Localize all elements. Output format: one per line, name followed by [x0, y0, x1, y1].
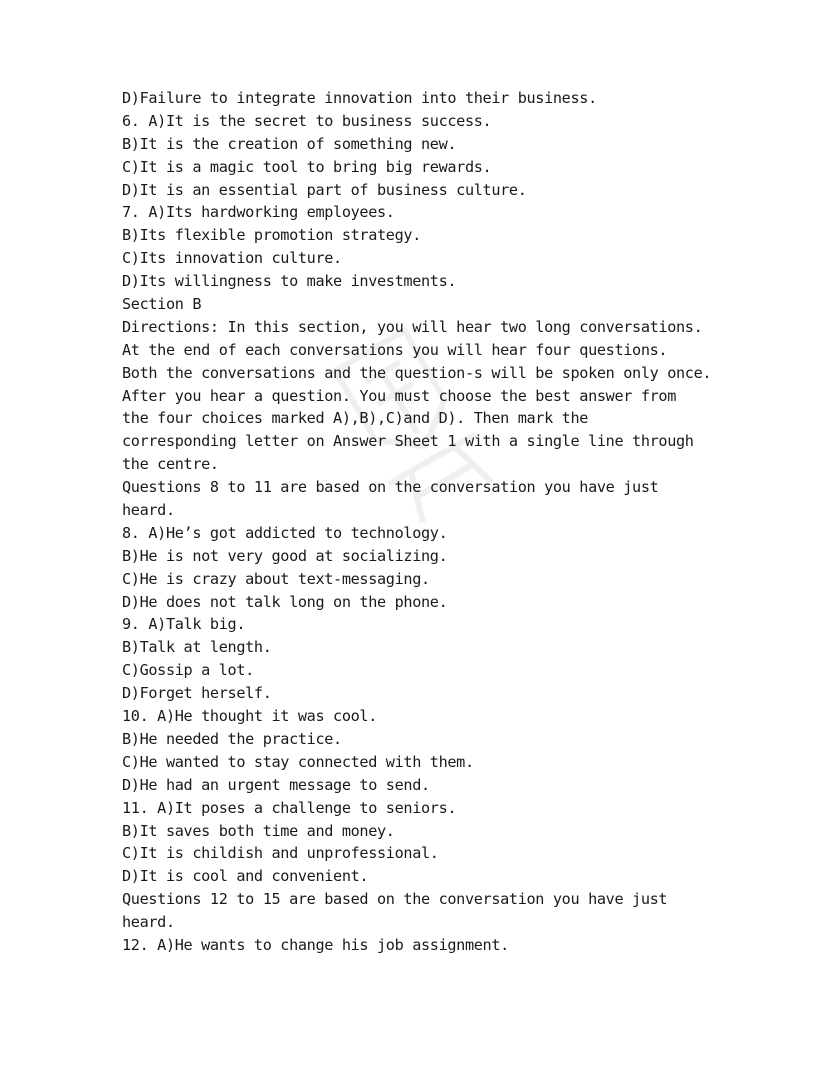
questions-intro-line-2: heard.: [122, 501, 175, 520]
directions-line-1: Directions: In this section, you will hear two long conversations.: [122, 317, 703, 336]
directions-line-6: corresponding letter on Answer Sheet 1 with a single line through: [122, 432, 694, 451]
answer-option-7-c: C)Its innovation culture.: [122, 249, 342, 268]
answer-option-11-d: D)It is cool and convenient.: [122, 867, 369, 886]
directions-line-5: the four choices marked A),B),C)and D). Then mark the: [122, 409, 589, 428]
answer-option-8-b: B)He is not very good at socializing.: [122, 546, 448, 565]
answer-option-10-c: C)He wanted to stay connected with them.: [122, 752, 474, 771]
answer-option-10-b: B)He needed the practice.: [122, 729, 342, 748]
question-6-option-a: 6. A)It is the secret to business success.: [122, 111, 492, 130]
directions-line-7: the centre.: [122, 455, 219, 474]
directions-line-3: Both the conversations and the question-s will be spoken only once.: [122, 363, 712, 382]
directions-line-4: After you hear a question. You must choose the best answer from: [122, 386, 677, 405]
answer-option-6-d: D)Failure to integrate innovation into their business.: [122, 89, 597, 107]
question-11-option-a: 11. A)It poses a challenge to seniors.: [122, 798, 457, 817]
questions-intro-2-line-2: heard.: [122, 913, 175, 932]
question-12-option-a: 12. A)He wants to change his job assignment.: [122, 935, 509, 954]
questions-intro-2-line-1: Questions 12 to 15 are based on the conversation you have just: [122, 890, 668, 909]
question-10-option-a: 10. A)He thought it was cool.: [122, 707, 378, 726]
answer-option-7-b: B)Its flexible promotion strategy.: [122, 226, 421, 245]
directions-line-2: At the end of each conversations you will hear four questions.: [122, 340, 668, 359]
answer-option-8-d: D)He does not talk long on the phone.: [122, 592, 448, 611]
question-7-option-a: 7. A)Its hardworking employees.: [122, 203, 395, 222]
question-8-option-a: 8. A)He’s got addicted to technology.: [122, 523, 448, 542]
answer-option-6-d2: D)It is an essential part of business culture.: [122, 180, 527, 199]
answer-option-10-d: D)He had an urgent message to send.: [122, 775, 430, 794]
answer-option-7-d: D)Its willingness to make investments.: [122, 272, 457, 291]
questions-intro-line-1: Questions 8 to 11 are based on the conversation you have just: [122, 478, 659, 497]
question-9-option-a: 9. A)Talk big.: [122, 615, 246, 634]
answer-option-6-c: C)It is a magic tool to bring big rewards.: [122, 157, 492, 176]
answer-option-9-b: B)Talk at length.: [122, 638, 272, 657]
answer-option-11-b: B)It saves both time and money.: [122, 821, 395, 840]
document-text: [122, 87, 722, 957]
answer-option-9-d: D)Forget herself.: [122, 684, 272, 703]
answer-option-8-c: C)He is crazy about text-messaging.: [122, 569, 430, 588]
answer-option-9-c: C)Gossip a lot.: [122, 661, 254, 680]
answer-option-6-b: B)It is the creation of something new.: [122, 134, 457, 153]
section-heading: Section B: [122, 295, 202, 314]
answer-option-11-c: C)It is childish and unprofessional.: [122, 844, 439, 863]
